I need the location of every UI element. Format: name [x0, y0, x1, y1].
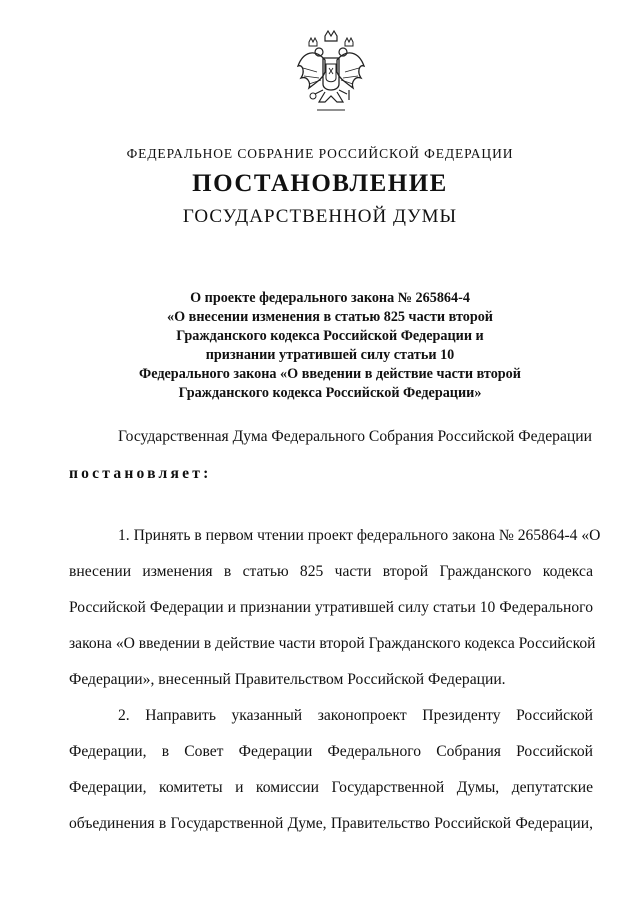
organization-name: ФЕДЕРАЛЬНОЕ СОБРАНИЕ РОССИЙСКОЙ ФЕДЕРАЦИИ	[126, 146, 514, 161]
item-1-line: Российской Федерации и признании утратившей силу статьи 10 Федерального	[69, 599, 593, 616]
subject-line: признании утратившей силу статьи 10	[205, 347, 455, 363]
item-1-line: 1. Принять в первом чтении проект федерального закона № 265864-4 «О	[118, 527, 601, 544]
item-2-line: Федерации, в Совет Федерации Федерального Собрания Российской	[69, 743, 593, 760]
subject-line: Гражданского кодекса Российской Федерации»	[178, 385, 482, 401]
item-1-line: внесении изменения в статью 825 части второй Гражданского кодекса	[69, 563, 593, 580]
subject-line: «О внесении изменения в статью 825 части второй	[167, 309, 493, 325]
document-subject	[60, 289, 600, 403]
item-2-line: Федерации, комитеты и комиссии Государственной Думы, депутатские	[69, 779, 593, 796]
document-subtitle: ГОСУДАРСТВЕННОЙ ДУМЫ	[182, 206, 458, 227]
decree-word: постановляет:	[69, 465, 212, 482]
subject-line: Федерального закона «О введении в действие части второй	[139, 366, 521, 382]
russian-coat-of-arms-icon	[295, 28, 367, 120]
item-2-line: 2. Направить указанный законопроект Президенту Российской	[118, 707, 593, 724]
intro-paragraph: Государственная Дума Федерального Собрания Российской Федерации	[118, 428, 592, 445]
subject-line: Гражданского кодекса Российской Федерации и	[176, 328, 484, 344]
item-2-line: объединения в Государственной Думе, Правительство Российской Федерации,	[69, 815, 593, 832]
item-1-line: Федерации», внесенный Правительством Российской Федерации.	[69, 671, 506, 688]
item-1-line: закона «О введении в действие части второй Гражданского кодекса Российской	[69, 635, 596, 652]
subject-line: О проекте федерального закона № 265864-4	[190, 290, 470, 306]
document-title: ПОСТАНОВЛЕНИЕ	[192, 170, 448, 197]
